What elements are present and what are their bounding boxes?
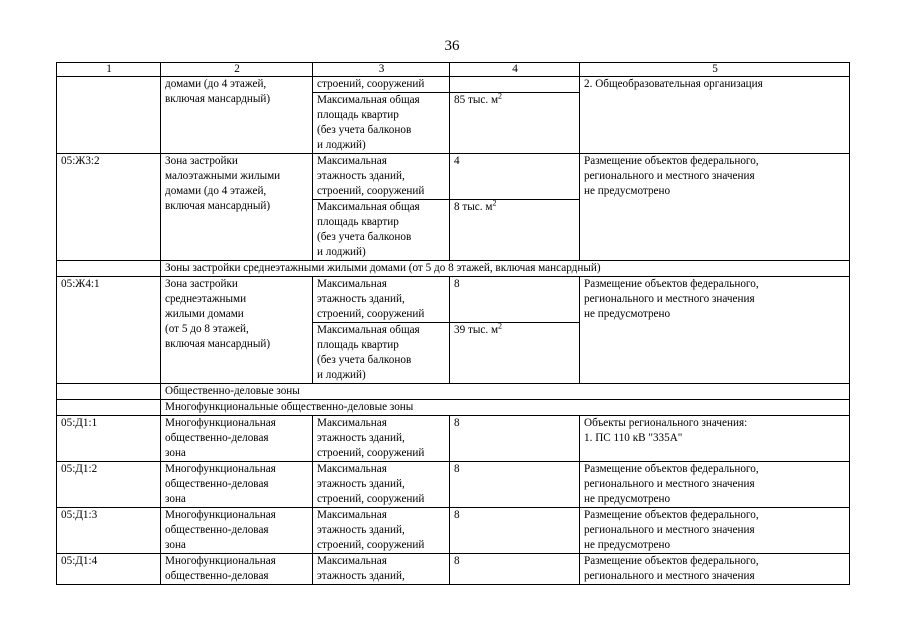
empty-cell: [57, 384, 161, 400]
parameter-line: Максимальная: [317, 463, 387, 475]
objects-line: Размещение объектов федерального,: [584, 555, 759, 567]
table-row: [57, 77, 850, 93]
parameter-line: и лоджий): [317, 246, 366, 258]
section-row: [57, 384, 850, 400]
value-cell: 8: [450, 416, 580, 462]
zone-name-cell: [161, 554, 313, 585]
zone-name-line: общественно-деловая: [165, 478, 269, 490]
parameter-line: этажность зданий,: [317, 570, 405, 582]
zone-name-cell: [161, 77, 313, 154]
zone-name-line: малоэтажными жилыми: [165, 170, 281, 182]
zone-name-cell: [161, 277, 313, 384]
zone-name-line: Многофункциональная: [165, 555, 276, 567]
objects-line: Размещение объектов федерального,: [584, 463, 759, 475]
value-text: 8 тыс. м: [454, 201, 493, 213]
parameter-line: этажность зданий,: [317, 478, 405, 490]
value-cell: 8: [450, 277, 580, 323]
section-row: [57, 261, 850, 277]
column-header: 4: [450, 63, 580, 77]
value-cell: [450, 323, 580, 384]
parameter-cell: [313, 416, 450, 462]
table-row: [57, 277, 850, 323]
parameter-cell: [313, 323, 450, 384]
objects-line: Размещение объектов федерального,: [584, 278, 759, 290]
value-cell: 8: [450, 554, 580, 585]
objects-line: Размещение объектов федерального,: [584, 509, 759, 521]
value-cell: [450, 93, 580, 154]
zone-code-cell: [57, 77, 161, 154]
zone-name-line: домами (до 4 этажей,: [165, 185, 267, 197]
value-cell: [450, 200, 580, 261]
table-row: [57, 508, 850, 554]
parameter-line: этажность зданий,: [317, 432, 405, 444]
parameter-line: Максимальная: [317, 555, 387, 567]
parameter-line: строений, сооружений: [317, 308, 425, 320]
page-number: 36: [444, 38, 460, 54]
value-cell: 8: [450, 508, 580, 554]
parameter-line: площадь квартир: [317, 109, 399, 121]
column-header: 2: [161, 63, 313, 77]
value-cell: 8: [450, 462, 580, 508]
objects-cell: [580, 416, 850, 462]
parameter-cell: [313, 554, 450, 585]
zone-code-cell: 05:Д1:4: [57, 554, 161, 585]
parameter-cell: [313, 93, 450, 154]
parameter-line: Максимальная общая: [317, 201, 420, 213]
section-title: Общественно-деловые зоны: [161, 384, 850, 400]
zone-name-cell: [161, 154, 313, 261]
objects-line: Размещение объектов федерального,: [584, 155, 759, 167]
objects-line: 2. Общеобразовательная организация: [584, 78, 763, 90]
zone-name-line: среднеэтажными: [165, 293, 247, 305]
parameter-line: площадь квартир: [317, 339, 399, 351]
zone-name-line: Многофункциональная: [165, 509, 276, 521]
zone-name-line: жилыми домами: [165, 308, 244, 320]
parameter-line: строений, сооружений: [317, 78, 425, 90]
unit-superscript: 2: [498, 91, 503, 101]
value-cell: 4: [450, 154, 580, 200]
zone-name-line: общественно-деловая: [165, 524, 269, 536]
unit-superscript: 2: [498, 321, 503, 331]
zone-name-line: зона: [165, 493, 186, 505]
zone-code-cell: 05:Ж3:2: [57, 154, 161, 261]
value-text: 85 тыс. м: [454, 94, 499, 106]
header-row: [57, 63, 850, 77]
zone-name-line: включая мансардный): [165, 200, 271, 212]
column-header: 5: [580, 63, 850, 77]
column-header: 1: [57, 63, 161, 77]
parameter-line: Максимальная общая: [317, 324, 420, 336]
parameter-cell: [313, 77, 450, 93]
parameter-line: (без учета балконов: [317, 354, 412, 366]
zone-name-cell: [161, 416, 313, 462]
section-title: Многофункциональные общественно-деловые зоны: [161, 400, 850, 416]
table-row: [57, 462, 850, 508]
objects-cell: [580, 508, 850, 554]
zone-name-line: (от 5 до 8 этажей,: [165, 323, 249, 335]
empty-cell: [57, 400, 161, 416]
objects-cell: [580, 154, 850, 261]
parameter-line: строений, сооружений: [317, 493, 425, 505]
parameter-line: этажность зданий,: [317, 170, 405, 182]
objects-line: не предусмотрено: [584, 308, 671, 320]
objects-line: не предусмотрено: [584, 185, 671, 197]
objects-line: не предусмотрено: [584, 539, 671, 551]
empty-cell: [57, 261, 161, 277]
table-row: [57, 554, 850, 585]
unit-superscript: 2: [492, 198, 497, 208]
zone-name-line: Зона застройки: [165, 155, 238, 167]
zone-name-line: Многофункциональная: [165, 417, 276, 429]
zone-name-line: зона: [165, 539, 186, 551]
parameter-line: Максимальная общая: [317, 94, 420, 106]
objects-line: регионального и местного значения: [584, 524, 755, 536]
objects-line: 1. ПС 110 кВ "335А": [584, 432, 683, 444]
parameter-line: площадь квартир: [317, 216, 399, 228]
parameter-line: (без учета балконов: [317, 231, 412, 243]
column-header: 3: [313, 63, 450, 77]
parameter-line: строений, сооружений: [317, 539, 425, 551]
parameter-line: строений, сооружений: [317, 447, 425, 459]
zone-name-line: Зона застройки: [165, 278, 238, 290]
parameter-line: этажность зданий,: [317, 524, 405, 536]
objects-line: регионального и местного значения: [584, 170, 755, 182]
zone-name-line: домами (до 4 этажей,: [165, 78, 267, 90]
section-title: Зоны застройки среднеэтажными жилыми домами (от 5 до 8 этажей, включая мансардный): [161, 261, 850, 277]
objects-cell: [580, 462, 850, 508]
objects-cell: [580, 277, 850, 384]
parameter-cell: [313, 200, 450, 261]
table-row: [57, 154, 850, 200]
table-row: [57, 416, 850, 462]
parameter-cell: [313, 277, 450, 323]
zone-name-line: общественно-деловая: [165, 570, 269, 582]
zone-code-cell: 05:Д1:3: [57, 508, 161, 554]
parameter-line: Максимальная: [317, 278, 387, 290]
parameter-line: Максимальная: [317, 155, 387, 167]
objects-cell: [580, 554, 850, 585]
zone-name-line: Многофункциональная: [165, 463, 276, 475]
parameter-line: (без учета балконов: [317, 124, 412, 136]
zone-code-cell: 05:Д1:1: [57, 416, 161, 462]
parameter-line: строений, сооружений: [317, 185, 425, 197]
value-cell: [450, 77, 580, 93]
zone-code-cell: 05:Ж4:1: [57, 277, 161, 384]
parameter-line: Максимальная: [317, 509, 387, 521]
zone-name-line: общественно-деловая: [165, 432, 269, 444]
parameter-line: и лоджий): [317, 369, 366, 381]
parameter-line: Максимальная: [317, 417, 387, 429]
zoning-table: [56, 62, 850, 585]
zone-name-cell: [161, 508, 313, 554]
value-text: 39 тыс. м: [454, 324, 499, 336]
objects-line: регионального и местного значения: [584, 293, 755, 305]
parameter-cell: [313, 508, 450, 554]
parameter-line: и лоджий): [317, 139, 366, 151]
section-row: [57, 400, 850, 416]
zone-name-line: зона: [165, 447, 186, 459]
objects-line: регионального и местного значения: [584, 570, 755, 582]
objects-line: Объекты регионального значения:: [584, 417, 748, 429]
zone-name-cell: [161, 462, 313, 508]
parameter-line: этажность зданий,: [317, 293, 405, 305]
objects-line: регионального и местного значения: [584, 478, 755, 490]
parameter-cell: [313, 462, 450, 508]
parameter-cell: [313, 154, 450, 200]
objects-line: не предусмотрено: [584, 493, 671, 505]
zone-name-line: включая мансардный): [165, 338, 271, 350]
zone-code-cell: 05:Д1:2: [57, 462, 161, 508]
objects-cell: [580, 77, 850, 154]
zone-name-line: включая мансардный): [165, 93, 271, 105]
